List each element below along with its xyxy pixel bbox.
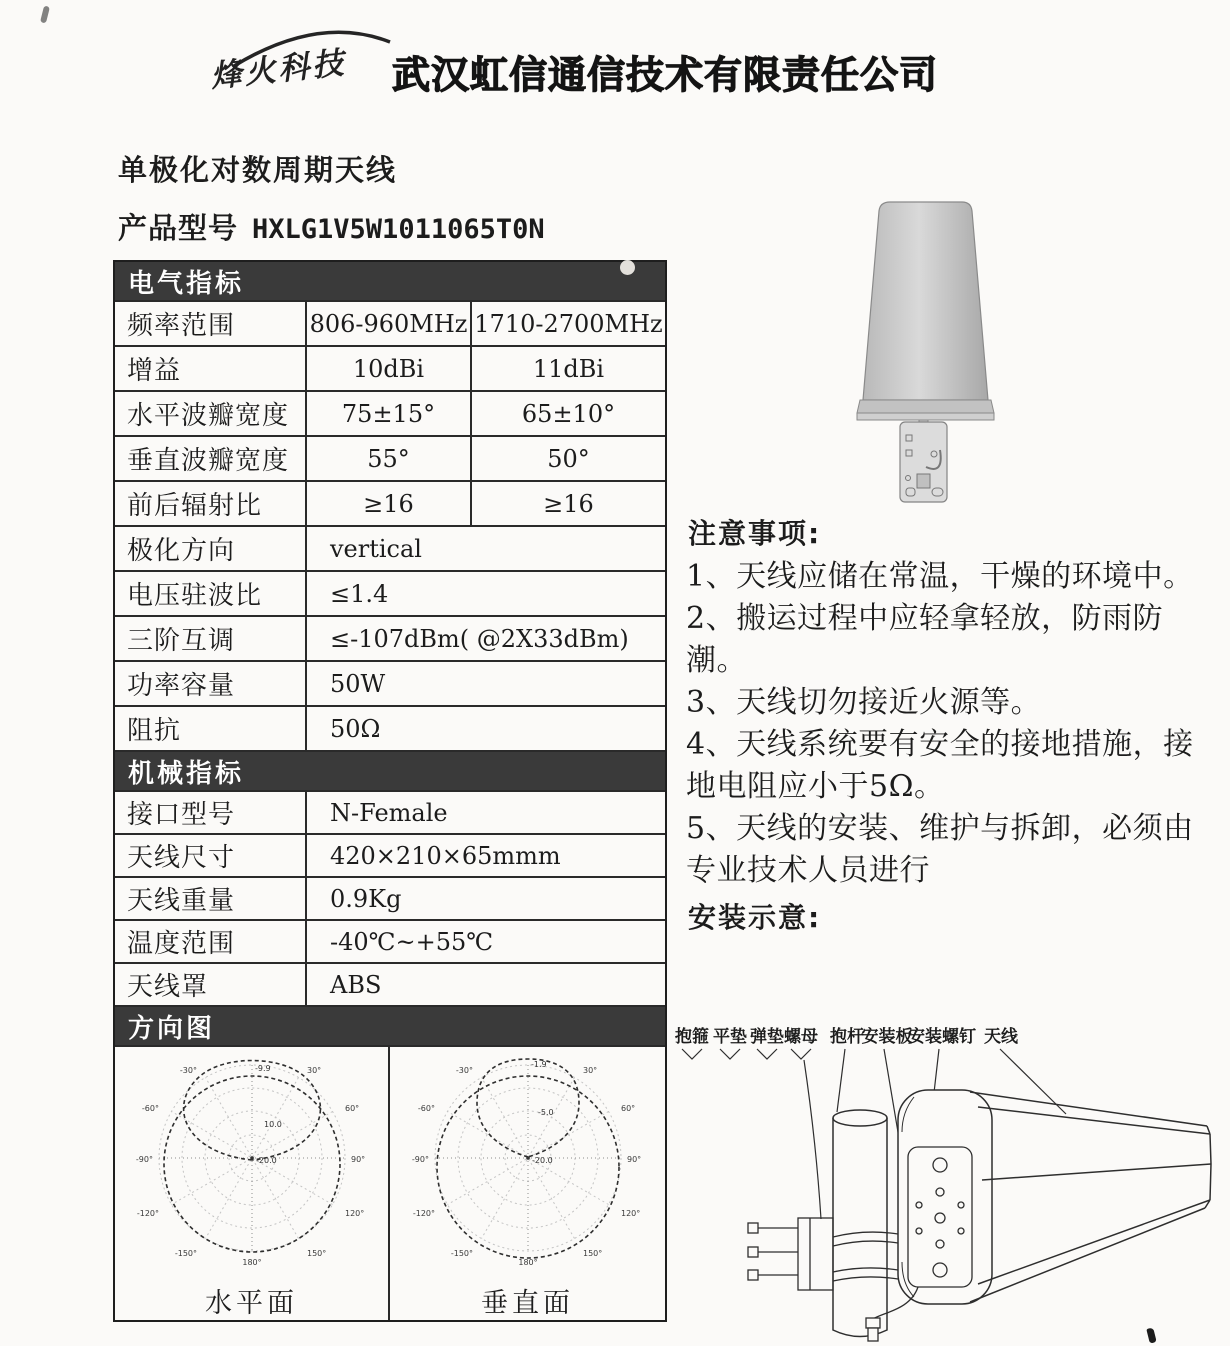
scale-label: -5.0: [537, 1108, 554, 1117]
row-label: 功率容量: [115, 662, 307, 705]
scale-labels: [255, 1064, 282, 1165]
scale-label: 10.0: [263, 1120, 282, 1129]
installation-figure: [670, 1022, 1230, 1346]
angle-label: -30°: [455, 1066, 473, 1075]
row-value: ABS: [330, 970, 382, 999]
row-value: N-Female: [330, 798, 448, 827]
table-row: [115, 660, 665, 705]
angle-label: -120°: [136, 1209, 159, 1218]
row-value: 50Ω: [330, 714, 381, 743]
row-value-2: 65±10°: [521, 399, 616, 428]
angle-label: -150°: [450, 1249, 473, 1258]
angle-labels: [411, 1066, 640, 1267]
row-value: vertical: [330, 534, 422, 563]
row-label: 垂直波瓣宽度: [115, 437, 307, 480]
table-row: [115, 962, 665, 1005]
table-row: [115, 615, 665, 660]
angle-label: -30°: [179, 1066, 197, 1075]
angle-label: 180°: [517, 1258, 538, 1267]
radome: [857, 202, 994, 420]
angle-label: -120°: [412, 1209, 435, 1218]
table-row: [115, 790, 665, 833]
antenna-photo: [818, 182, 1148, 516]
table-row: [115, 833, 665, 876]
pattern-cell-vertical: [390, 1047, 665, 1320]
row-value: 50W: [330, 669, 386, 698]
part-label: 抱箍: [675, 1027, 709, 1047]
angle-label: 90°: [626, 1155, 641, 1164]
mounting-plate: [908, 1147, 972, 1287]
angle-label: 180°: [241, 1258, 262, 1267]
scan-artifact: [620, 260, 635, 275]
pattern-diagrams: [115, 1045, 665, 1320]
row-value-2: 1710-2700MHz: [474, 309, 663, 338]
row-value-1: 806-960MHz: [307, 302, 472, 345]
mounting-bracket: [900, 420, 947, 502]
row-value-2: 11dBi: [532, 354, 605, 383]
angle-label: -60°: [141, 1104, 159, 1113]
table-row: [115, 390, 665, 435]
row-label: 增益: [115, 347, 307, 390]
row-value: 0.9Kg: [330, 884, 402, 913]
scale-label: -20.0: [255, 1156, 277, 1165]
scale-label: -20.0: [531, 1156, 553, 1165]
angle-label: 150°: [582, 1249, 602, 1258]
angle-label: 150°: [306, 1249, 326, 1258]
row-value-1: 10dBi: [307, 347, 472, 390]
pattern-caption-horizontal: 水平面: [205, 1288, 298, 1319]
row-value: -40℃~+55℃: [330, 927, 494, 956]
company-logo: 烽火科技: [208, 44, 348, 95]
row-value: 420×210×65mmm: [330, 841, 561, 870]
product-title: 单极化对数周期天线: [118, 153, 398, 187]
product-model-line: [118, 206, 545, 247]
angle-label: -60°: [417, 1104, 435, 1113]
row-value-1: 75±15°: [307, 392, 472, 435]
section-header-mechanical: 机械指标: [115, 750, 665, 790]
angle-label: -90°: [411, 1155, 429, 1164]
part-label: 平垫: [713, 1027, 747, 1047]
table-row: [115, 345, 665, 390]
row-label: 三阶互调: [115, 617, 307, 660]
row-label: 天线尺寸: [115, 835, 307, 876]
row-value: ≤1.4: [330, 579, 389, 608]
notes-list: [686, 556, 1214, 892]
row-label: 阻抗: [115, 707, 307, 750]
angle-label: 90°: [350, 1155, 365, 1164]
pattern-cell-horizontal: [115, 1047, 390, 1320]
part-label: 弹垫: [750, 1027, 784, 1047]
polar-plot-vertical: [403, 1051, 653, 1281]
row-label: 电压驻波比: [115, 572, 307, 615]
row-label: 水平波瓣宽度: [115, 392, 307, 435]
row-value-2: 50°: [547, 444, 590, 473]
section-header-electrical: 电气指标: [115, 262, 665, 300]
note-item: 3、天线切勿接近火源等。: [686, 685, 1042, 720]
spec-table: [113, 260, 667, 1322]
row-label: 极化方向: [115, 527, 307, 570]
scale-label: -1.9: [530, 1060, 547, 1069]
company-name: 武汉虹信通信技术有限责任公司: [392, 53, 939, 97]
polar-plot-horizontal: [127, 1051, 377, 1281]
part-label: 抱杆: [830, 1027, 864, 1047]
scale-label: -9.9: [254, 1064, 271, 1073]
model-label: 产品型号: [118, 211, 239, 245]
table-row: [115, 300, 665, 345]
table-row: [115, 705, 665, 750]
angle-label: 120°: [620, 1209, 640, 1218]
row-label: 温度范围: [115, 921, 307, 962]
pattern-caption-vertical: 垂直面: [481, 1288, 574, 1319]
row-value-1: ≥16: [307, 482, 472, 525]
part-label: 螺母: [784, 1027, 818, 1047]
row-label: 接口型号: [115, 792, 307, 833]
angle-label: 60°: [344, 1104, 359, 1113]
row-value: ≤-107dBm( @2X33dBm): [330, 624, 629, 653]
row-value-2: ≥16: [543, 489, 594, 518]
angle-label: 30°: [582, 1066, 597, 1075]
note-item: 2、搬运过程中应轻拿轻放，防雨防潮。: [686, 601, 1164, 678]
table-row: [115, 435, 665, 480]
table-row: [115, 876, 665, 919]
row-label: 前后辐射比: [115, 482, 307, 525]
part-label: 天线: [984, 1027, 1018, 1047]
note-item: 4、天线系统要有安全的接地措施，接地电阻应小于5Ω。: [686, 727, 1194, 804]
section-header-pattern: 方向图: [115, 1005, 665, 1045]
notes-heading: 注意事项:: [688, 517, 822, 550]
angle-label: -90°: [135, 1155, 153, 1164]
part-label: 安装板: [861, 1027, 913, 1047]
model-number: HXLG1V5W1011065T0N: [252, 214, 545, 245]
angle-label: 120°: [344, 1209, 364, 1218]
row-value-1: 55°: [307, 437, 472, 480]
table-row: [115, 525, 665, 570]
angle-label: 30°: [306, 1066, 321, 1075]
pole: [833, 1110, 887, 1337]
row-label: 天线重量: [115, 878, 307, 919]
angle-label: 60°: [620, 1104, 635, 1113]
installation-heading: 安装示意:: [688, 901, 822, 934]
table-row: [115, 480, 665, 525]
table-row: [115, 919, 665, 962]
polar-center-dot: [526, 1156, 530, 1160]
note-item: 5、天线的安装、维护与拆卸，必须由专业技术人员进行: [686, 811, 1194, 888]
angle-label: -150°: [174, 1249, 197, 1258]
row-label: 天线罩: [115, 964, 307, 1005]
polar-center-dot: [250, 1156, 254, 1160]
table-row: [115, 570, 665, 615]
part-label: 安装螺钉: [908, 1027, 976, 1047]
scan-smudge: [40, 6, 50, 24]
installation-labels: [674, 1026, 1019, 1047]
row-label: 频率范围: [115, 302, 307, 345]
note-item: 1、天线应储在常温，干燥的环境中。: [686, 559, 1194, 594]
angle-labels: [135, 1066, 364, 1267]
